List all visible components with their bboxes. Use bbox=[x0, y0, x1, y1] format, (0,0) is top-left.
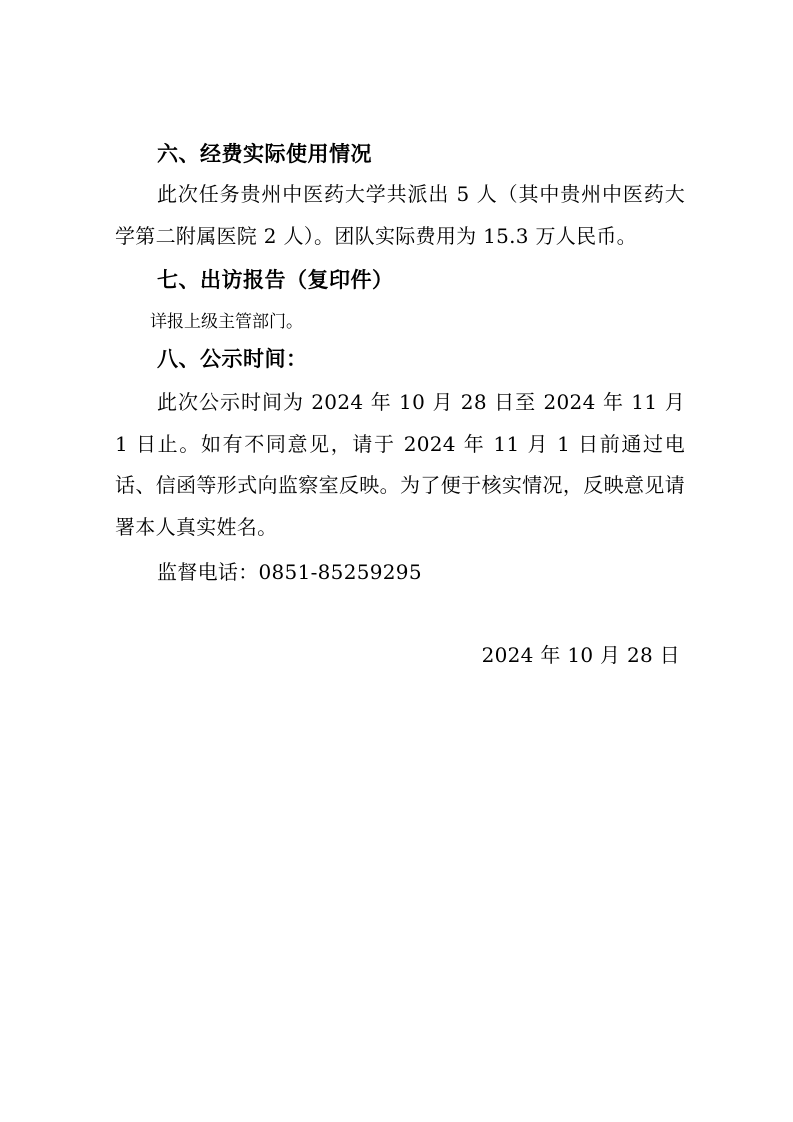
section-7-body: 详报上级主管部门。 bbox=[150, 312, 303, 332]
document-date: 2024 年 10 月 28 日 bbox=[481, 643, 680, 667]
section-8-body: 此次公示时间为 2024 年 10 月 28 日至 2024 年 11 月 1 日止。如有不同意见，请于 2024 年 11 月 1 日前通过电话、信函等形式向监察室反映。为了便于核实情况，反映意见请署本人真实姓名。 bbox=[115, 390, 685, 539]
section-6-body: 此次任务贵州中医药大学共派出 5 人（其中贵州中医药大学第二附属医院 2 人）。团队实际费用为 15.3 万人民币。 bbox=[115, 182, 685, 248]
hotline-text: 监督电话：0851-85259295 bbox=[157, 560, 422, 584]
section-8-heading: 八、公示时间： bbox=[157, 347, 308, 371]
section-6-heading: 六、经费实际使用情况 bbox=[157, 142, 372, 166]
section-7-heading: 七、出访报告（复印件） bbox=[157, 268, 394, 292]
